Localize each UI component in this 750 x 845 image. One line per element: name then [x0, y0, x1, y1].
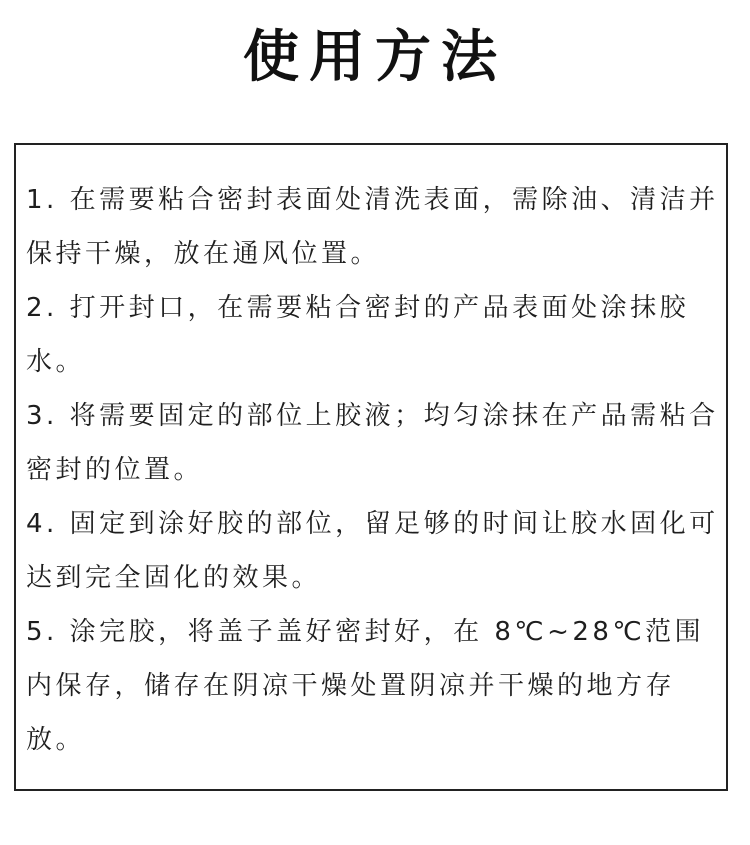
instructions-panel — [14, 143, 728, 791]
page-title: 使用方法 — [243, 25, 507, 90]
instruction-step-3: 3. 将需要固定的部位上胶液；均匀涂抹在产品需粘合密封的位置。 — [26, 401, 719, 485]
instruction-step-2: 2. 打开封口，在需要粘合密封的产品表面处涂抹胶水。 — [26, 293, 690, 377]
instruction-step-1: 1. 在需要粘合密封表面处清洗表面，需除油、清洁并保持干燥，放在通风位置。 — [26, 185, 719, 269]
instruction-step-5: 5. 涂完胶，将盖子盖好密封好，在 8℃~28℃范围内保存，储存在阴凉干燥处置阴凉并干燥的地方存放。 — [26, 617, 705, 755]
instructions-list — [26, 173, 722, 767]
instruction-step-4: 4. 固定到涂好胶的部位，留足够的时间让胶水固化可达到完全固化的效果。 — [26, 509, 719, 593]
